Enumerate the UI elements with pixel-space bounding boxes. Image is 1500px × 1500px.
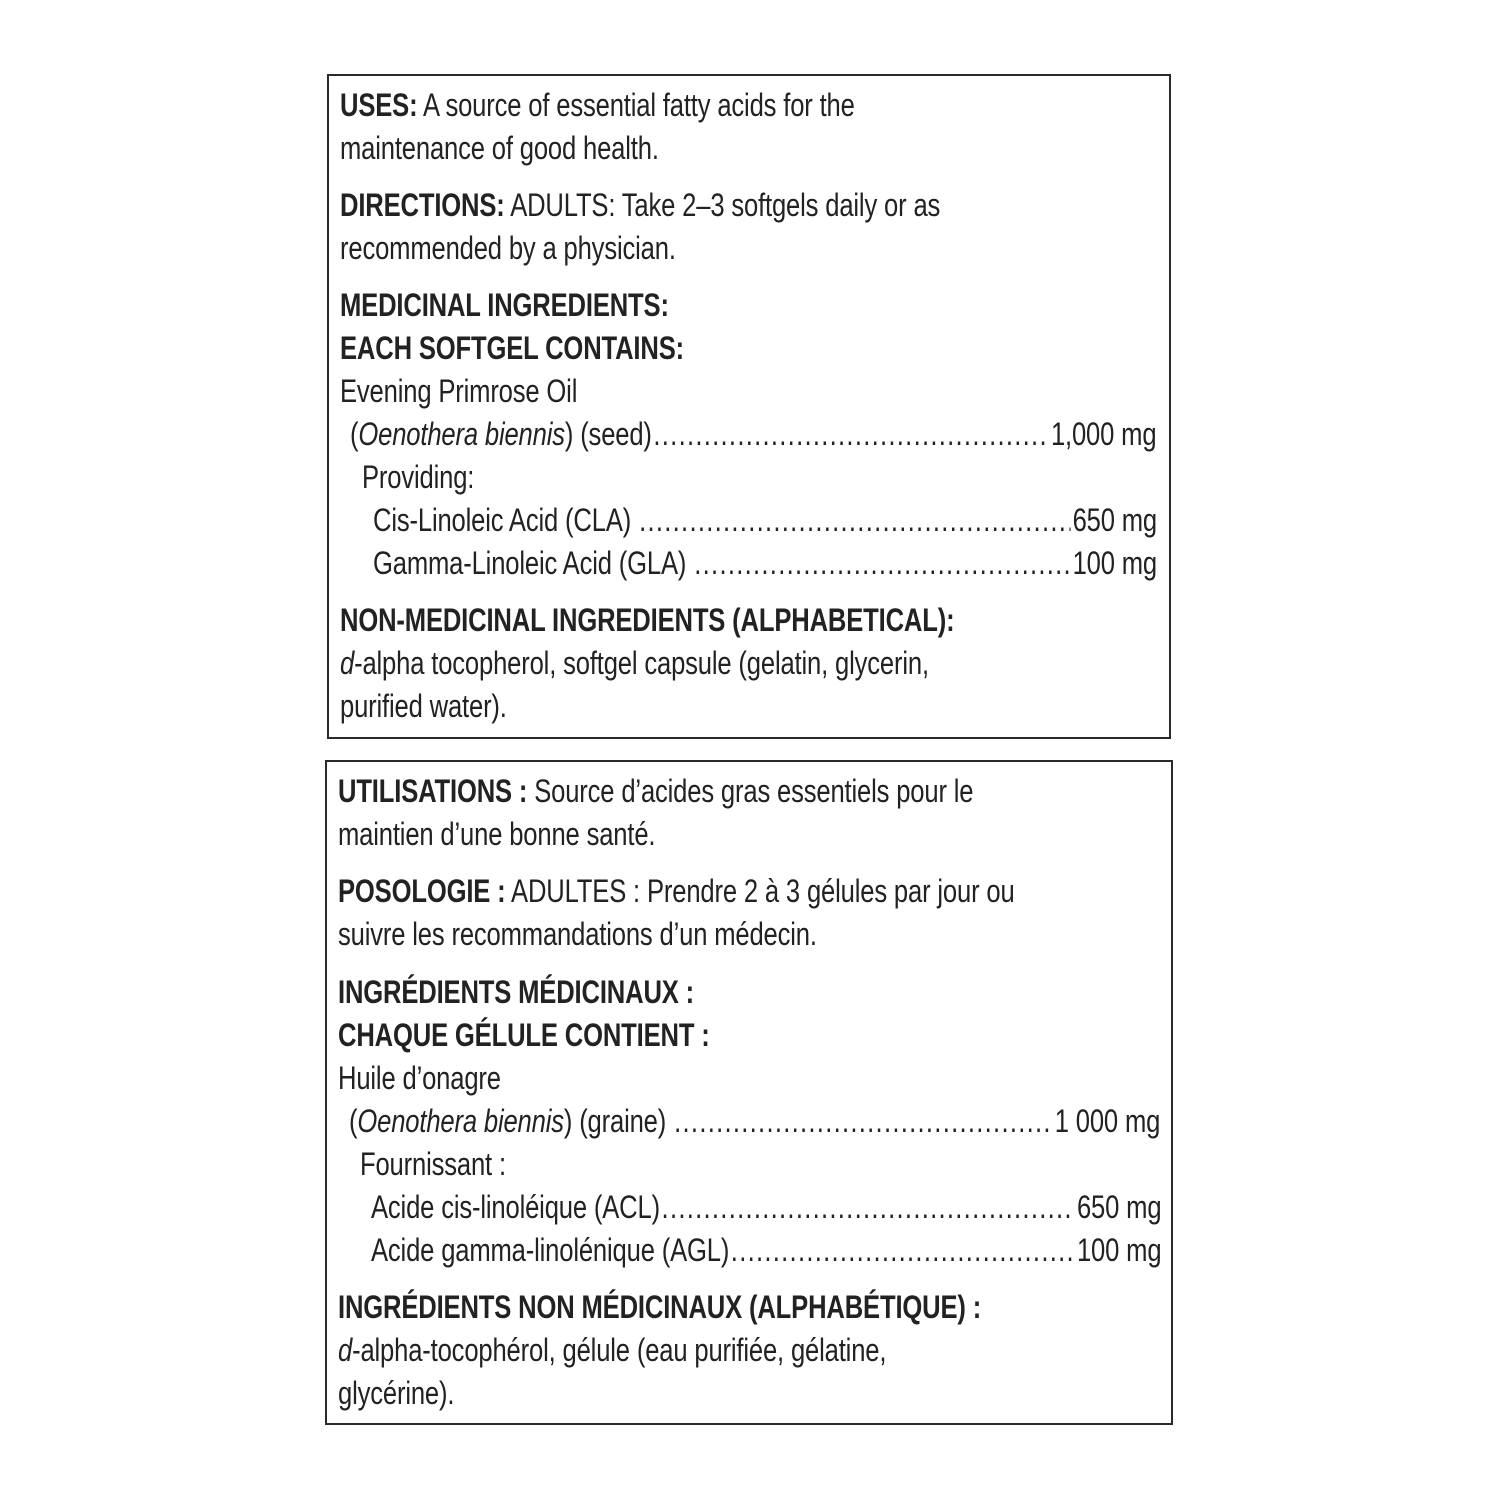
component-amount: 650 mg	[1072, 502, 1157, 538]
dot-leader	[731, 1229, 1076, 1272]
ingredient-name	[340, 370, 1140, 413]
paren: (	[350, 416, 359, 452]
component-row	[373, 542, 1157, 585]
non-medicinaux-text-cont: glycérine).	[338, 1375, 455, 1411]
dot-leader	[639, 499, 1071, 542]
non-medicinaux-heading-text: INGRÉDIENTS NON MÉDICINAUX (ALPHABÉTIQUE) :	[338, 1289, 982, 1325]
ingredient-latin-row-fr	[349, 1100, 1160, 1143]
non-medicinal-line-2	[340, 685, 1140, 728]
utilisations-text-cont: maintien d’une bonne santé.	[338, 816, 656, 852]
fournissant-text: Fournissant :	[360, 1146, 506, 1182]
chaque-gelule-heading	[338, 1014, 1154, 1057]
posologie-line-1	[338, 870, 1154, 913]
providing-text: Providing:	[362, 459, 475, 495]
component-name: Gamma-Linoleic Acid (GLA)	[373, 545, 687, 581]
component-amount: 650 mg	[1076, 1189, 1162, 1225]
posologie-text-cont: suivre les recommandations d’un médecin.	[338, 916, 817, 952]
fournissant-label	[360, 1143, 1160, 1186]
dot-leader	[674, 1100, 1053, 1143]
component-row-fr	[371, 1229, 1161, 1272]
posologie-text: ADULTES : Prendre 2 à 3 gélules par jour ou	[505, 873, 1015, 909]
non-medicinaux-heading	[338, 1286, 1154, 1329]
latin-name: Oenothera biennis	[358, 416, 565, 452]
chaque-gelule-text: CHAQUE GÉLULE CONTIENT :	[338, 1017, 710, 1053]
ingredient-amount: 1,000 mg	[1050, 416, 1157, 452]
component-amount: 100 mg	[1072, 545, 1157, 581]
directions-text-cont: recommended by a physician.	[340, 230, 676, 266]
utilisations-label: UTILISATIONS :	[338, 773, 528, 809]
non-medicinaux-text: -alpha-tocophérol, gélule (eau purifiée, gélatine,	[352, 1332, 887, 1368]
component-row-fr	[371, 1186, 1161, 1229]
ingredient-name-text: Evening Primrose Oil	[340, 373, 578, 409]
component-name: Cis-Linoleic Acid (CLA)	[373, 502, 632, 538]
each-softgel-heading	[340, 327, 1140, 370]
directions-line-1	[340, 184, 1140, 227]
uses-text-cont: maintenance of good health.	[340, 130, 659, 166]
medicinal-heading-text: MEDICINAL INGREDIENTS:	[340, 287, 669, 323]
uses-line-1	[340, 84, 1140, 127]
utilisations-line-2	[338, 813, 1154, 856]
each-softgel-heading-text: EACH SOFTGEL CONTAINS:	[340, 330, 684, 366]
non-medicinal-heading	[340, 599, 1140, 642]
dot-leader	[662, 1186, 1076, 1229]
non-medicinaux-line-2	[338, 1372, 1154, 1415]
d-prefix: d	[340, 645, 355, 681]
directions-label: DIRECTIONS:	[340, 187, 505, 223]
component-name: Acide gamma-linolénique (AGL)	[371, 1232, 730, 1268]
posologie-line-2	[338, 913, 1154, 956]
paren: (	[349, 1103, 358, 1139]
d-prefix: d	[338, 1332, 353, 1368]
ingredient-amount: 1 000 mg	[1054, 1103, 1161, 1139]
plant-part: ) (seed)	[564, 416, 652, 452]
component-amount: 100 mg	[1076, 1232, 1162, 1268]
component-name: Acide cis-linoléique (ACL)	[371, 1189, 660, 1225]
directions-text: ADULTS: Take 2–3 softgels daily or as	[504, 187, 941, 223]
uses-text: A source of essential fatty acids for the	[417, 87, 855, 123]
component-row	[373, 499, 1157, 542]
directions-line-2	[340, 227, 1140, 270]
posologie-label: POSOLOGIE :	[338, 873, 506, 909]
utilisations-text: Source d’acides gras essentiels pour le	[527, 773, 974, 809]
non-medicinal-line-1	[340, 642, 1140, 685]
utilisations-line-1	[338, 770, 1154, 813]
non-medicinal-heading-text: NON-MEDICINAL INGREDIENTS (ALPHABETICAL):	[340, 602, 955, 638]
non-medicinaux-line-1	[338, 1329, 1154, 1372]
ingredient-name-fr	[338, 1057, 1154, 1100]
latin-name: Oenothera biennis	[357, 1103, 564, 1139]
non-medicinal-text: -alpha tocopherol, softgel capsule (gelatin, glycerin,	[354, 645, 929, 681]
ingredient-latin-row	[350, 413, 1156, 456]
medicinal-heading	[340, 284, 1140, 327]
dot-leader	[653, 413, 1049, 456]
uses-label: USES:	[340, 87, 418, 123]
uses-line-2	[340, 127, 1140, 170]
providing-label	[362, 456, 1162, 499]
ingredient-name-fr-text: Huile d’onagre	[338, 1060, 501, 1096]
ingredients-medicinaux-heading	[338, 971, 1154, 1014]
ingredients-medicinaux-text: INGRÉDIENTS MÉDICINAUX :	[338, 974, 694, 1010]
non-medicinal-text-cont: purified water).	[340, 688, 507, 724]
plant-part: ) (graine)	[563, 1103, 667, 1139]
dot-leader	[694, 542, 1071, 585]
